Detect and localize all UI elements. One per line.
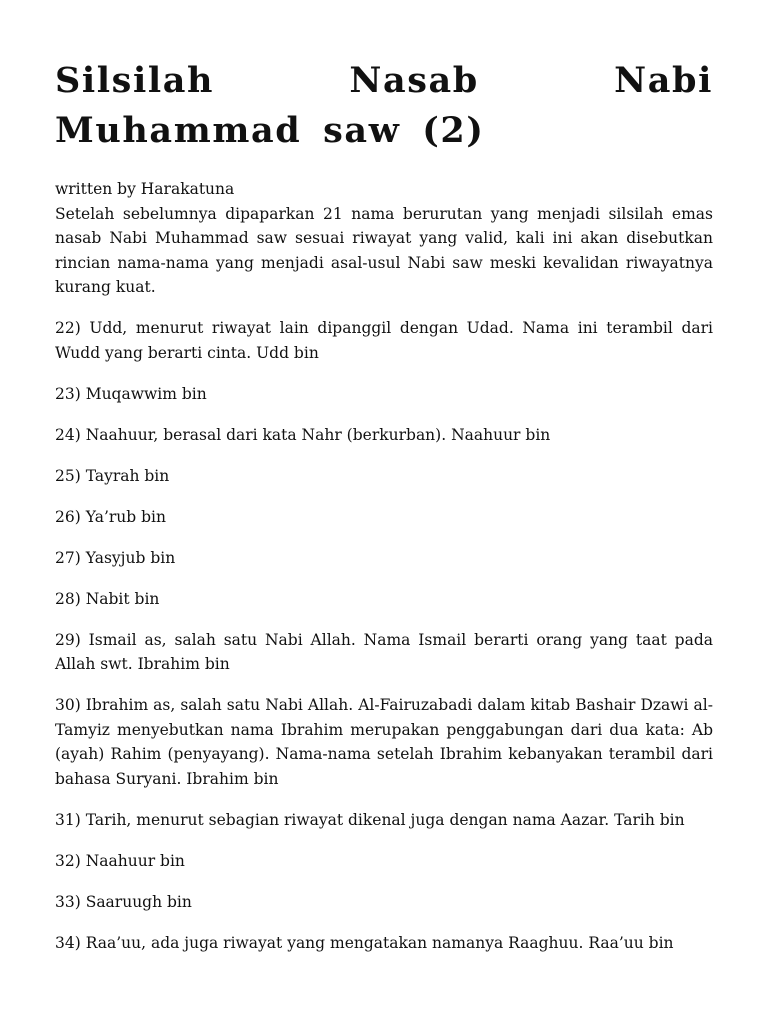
paragraph-28: 28) Nabit bin — [55, 589, 160, 608]
article-byline: written by Harakatuna — [55, 180, 235, 198]
paragraph-30: 30) Ibrahim as, salah satu Nabi Allah. Al-Fairuzabadi dalam kitab Bashair Dzawi al-Tamyiz menyebutkan nama Ibrahim merupakan penggabungan dari dua kata: Ab (ayah) Rahim (penyayang). Nama-nama setelah Ibrahim kebanyakan terambil dari bahasa Suryani. Ibrahim bin — [55, 696, 713, 788]
paragraph-34: 34) Raa’uu, ada juga riwayat yang mengatakan namanya Raaghuu. Raa’uu bin — [55, 933, 674, 952]
paragraph-22: 22) Udd, menurut riwayat lain dipanggil dengan Udad. Nama ini terambil dari Wudd yang berarti cinta. Udd bin — [55, 319, 713, 362]
paragraph-24: 24) Naahuur, berasal dari kata Nahr (berkurban). Naahuur bin — [55, 425, 551, 444]
paragraph-33: 33) Saaruugh bin — [55, 892, 192, 911]
article-intro: Setelah sebelumnya dipaparkan 21 nama berurutan yang menjadi silsilah emas nasab Nabi Muhammad saw sesuai riwayat yang valid, kali ini akan disebutkan rincian nama-nama yang menjadi asal-usul Nabi saw meski kevalidan riwayatnya kurang kuat. — [55, 204, 713, 296]
paragraph-32: 32) Naahuur bin — [55, 851, 185, 870]
paragraph-27: 27) Yasyjub bin — [55, 548, 176, 567]
paragraph-23: 23) Muqawwim bin — [55, 384, 207, 403]
paragraph-29: 29) Ismail as, salah satu Nabi Allah. Nama Ismail berarti orang yang taat pada Allah swt. Ibrahim bin — [55, 630, 713, 673]
paragraph-31: 31) Tarih, menurut sebagian riwayat dikenal juga dengan nama Aazar. Tarih bin — [55, 810, 685, 829]
paragraph-25: 25) Tayrah bin — [55, 466, 170, 485]
article-title: Silsilah Nasab Nabi Muhammad saw (2) — [55, 60, 713, 151]
paragraph-26: 26) Ya’rub bin — [55, 507, 166, 526]
